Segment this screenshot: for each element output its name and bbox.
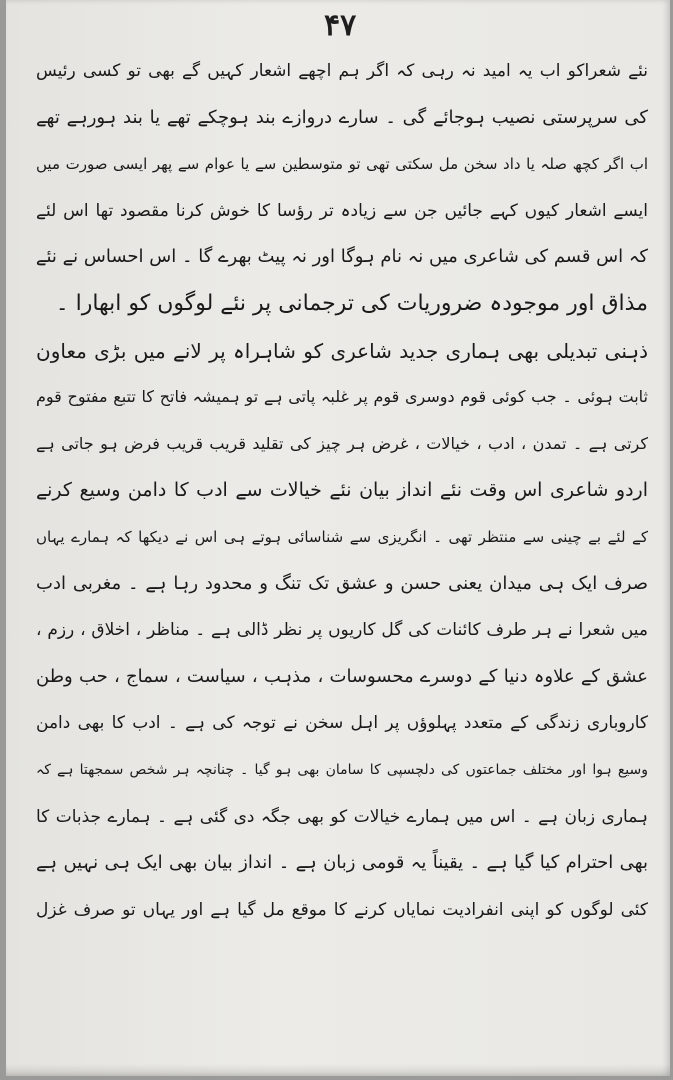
- text-line: صرف ایک ہی میدان یعنی حسن و عشق تک تنگ و محدود رہا ہے ۔ مغربی ادب: [36, 572, 648, 594]
- text-line: وسیع ہوا اور مختلف جماعتوں کی دلچسپی کا سامان بھی ہو گیا ۔ چنانچہ ہر شخص سمجھتا ہے کہ: [36, 761, 648, 778]
- text-line: اردو شاعری اس وقت نئے انداز بیان نئے خیالات سے ادب کا دامن وسیع کرنے: [36, 479, 648, 502]
- text-line: کئی لوگوں کو اپنی انفرادیت نمایاں کرنے کا موقع مل گیا ہے اور یہاں تو صرف غزل: [36, 899, 648, 920]
- text-line: نئے شعراکو اب یہ امید نہ رہی کہ اگر ہم اچھے اشعار کہیں گے بھی تو کسی رئیس: [36, 61, 648, 81]
- book-page: [6, 0, 670, 1076]
- text-line: کاروباری زندگی کے متعدد پہلوؤں پر اہل سخن نے توجہ کی ہے ۔ ادب کا بھی دامن: [36, 713, 648, 734]
- text-line: ذہنی تبدیلی بھی ہماری جدید شاعری کو شاہراہ پر لانے میں بڑی معاون: [36, 338, 648, 363]
- text-line: کرتی ہے ۔ تمدن ، ادب ، خیالات ، غرض ہر چیز کی تقلید قریب قریب فرض ہو جاتی ہے: [36, 433, 648, 453]
- text-line: ہماری زبان ہے ۔ اس میں ہمارے خیالات کو بھی جگہ دی گئی ہے ۔ ہمارے جذبات کا: [36, 806, 648, 827]
- text-line: اب اگر کچھ صلہ یا داد سخن مل سکتی تھی تو متوسطین سے یا عوام سے پھر ایسی صورت میں: [36, 155, 648, 174]
- text-line-paragraph-end: مذاق اور موجودہ ضروریات کی ترجمانی پر نئے لوگوں کو ابھارا ۔: [55, 290, 648, 316]
- urdu-text-body: [36, 48, 648, 933]
- text-line: بھی احترام کیا گیا ہے ۔ یقیناً یہ قومی زبان ہے ۔ انداز بیان بھی ایک ہی نہیں ہے: [36, 852, 648, 874]
- text-line: کی سرپرستی نصیب ہوجائے گی ۔ سارے دروازے بند ہوچکے تھے یا بند ہورہے تھے: [36, 106, 648, 128]
- text-line: ثابت ہوئی ۔ جب کوئی قوم دوسری قوم پر غلبہ پاتی ہے تو ہمیشہ فاتح کا تتبع مفتوح قوم: [36, 387, 648, 407]
- text-line: میں شعرا نے ہر طرف کائنات کی گل کاریوں پر نظر ڈالی ہے ۔ مناظر ، اخلاق ، رزم ،: [36, 620, 648, 641]
- text-line: کہ اس قسم کی شاعری میں نہ نام ہوگا اور نہ پیٹ بھرے گا ۔ اس احساس نے نئے: [36, 246, 648, 268]
- text-line: کے لئے بے چینی سے منتظر تھی ۔ انگریزی سے شناسائی ہوتے ہی اس نے دیکھا کہ ہمارے یہاں: [36, 527, 648, 546]
- page-bottom-shadow: [6, 1064, 670, 1076]
- page-number: ۴۷: [324, 8, 357, 43]
- text-line: عشق کے علاوہ دنیا کے دوسرے محسوسات ، مذہب ، سیاست ، سماج ، حب وطن: [36, 665, 648, 687]
- text-line: ایسے اشعار کیوں کہے جائیں جن سے زیادہ تر رؤسا کا خوش کرنا مقصود تھا اس لئے: [36, 200, 648, 221]
